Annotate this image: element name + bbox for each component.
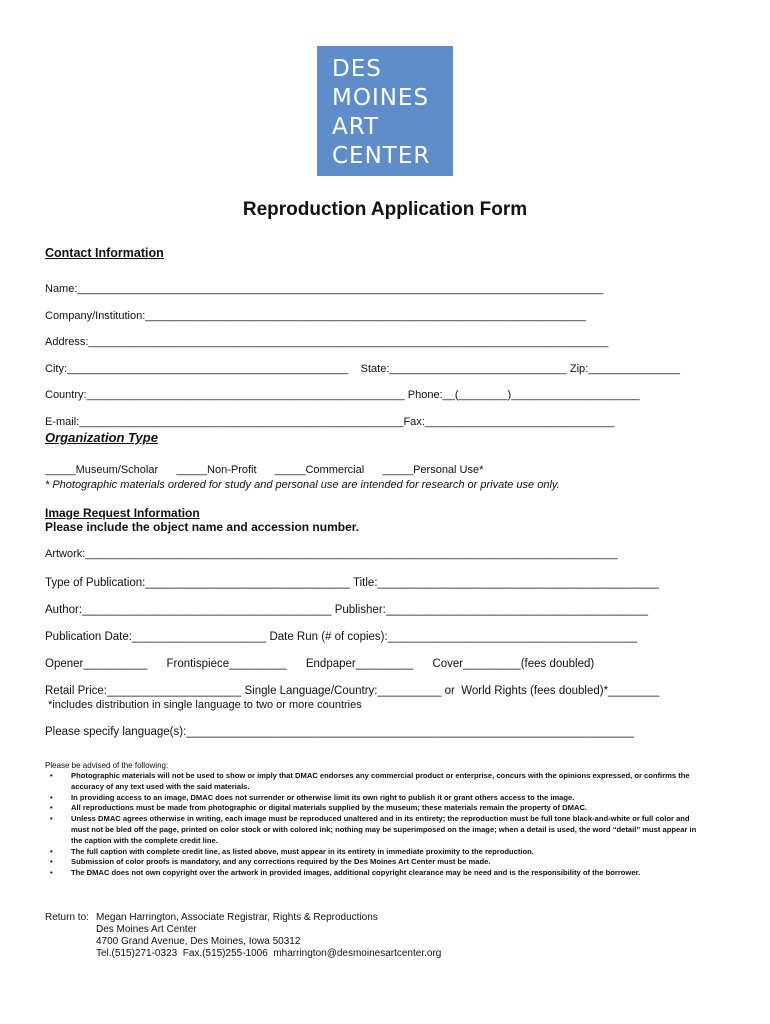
return-contact-name: Megan Harrington, Associate Registrar, Rights & Reproductions xyxy=(96,912,378,923)
list-item xyxy=(45,793,705,804)
bullet-icon: • xyxy=(50,814,53,824)
return-organization: Des Moines Art Center xyxy=(96,924,197,935)
author-publisher-field[interactable]: Author:_______________________________________ Publisher:_________________________________________ xyxy=(45,604,649,616)
artwork-field[interactable]: Artwork:_______________________________________________________________________________________ xyxy=(45,548,618,560)
bullet-icon: • xyxy=(50,771,53,780)
languages-field[interactable]: Please specify language(s):______________________________________________________________________ xyxy=(45,726,634,738)
bullet-text: Submission of color proofs is mandatory, and any corrections required by the Des Moines Art Center must be made. xyxy=(71,857,491,867)
country-phone-field[interactable]: Country:____________________________________________________ Phone:__(________)_____________________ xyxy=(45,389,640,401)
list-item xyxy=(45,814,705,846)
bullet-text: All reproductions must be made from photographic or digital materials supplied by the museum; these materials remain the property of DMAC. xyxy=(71,803,588,813)
return-address: 4700 Grand Avenue, Des Moines, Iowa 50312 xyxy=(96,936,301,947)
retail-price-field[interactable]: Retail Price:_____________________ Single Language/Country:__________ or World Rights (fees doubled)*________ xyxy=(45,685,660,697)
list-item xyxy=(45,868,705,879)
logo-line-2: MOINES xyxy=(332,85,430,111)
form-title: Reproduction Application Form xyxy=(242,199,528,220)
retail-note: *includes distribution in single language to two or more countries xyxy=(45,699,362,711)
placement-options[interactable]: Opener__________ Frontispiece_________ Endpaper_________ Cover_________(fees doubled) xyxy=(45,658,595,670)
bullet-icon: • xyxy=(50,868,53,878)
logo-line-1: DES xyxy=(332,56,382,82)
bullet-text: Photographic materials will not be used to show or imply that DMAC endorses any commercial product or enterprise, concurs with the opinions expressed, or confirms the accuracy of any text used with the said materials. xyxy=(71,771,690,791)
des-moines-art-center-logo xyxy=(317,46,453,176)
list-item xyxy=(45,803,705,814)
bullet-text: The DMAC does not own copyright over the artwork in provided images, additional copyright clearance may be need and is the responsibility of the borrower. xyxy=(71,868,641,878)
publication-title-field[interactable]: Type of Publication:________________________________ Title:____________________________________________ xyxy=(45,577,659,589)
bullet-text: The full caption with complete credit line, as listed above, must appear in its entirety in immediate proximity to the reproduction. xyxy=(71,846,534,856)
address-field[interactable]: Address:_____________________________________________________________________________________ xyxy=(45,336,609,348)
contact-heading: Contact Information xyxy=(45,246,164,260)
email-fax-field[interactable]: E-mail:_____________________________________________________Fax:_______________________________ xyxy=(45,416,615,428)
list-item xyxy=(45,857,705,868)
logo-line-3: ART xyxy=(332,114,380,140)
bullet-icon: • xyxy=(50,857,53,867)
bullet-icon: • xyxy=(50,792,53,802)
image-request-subheading: Please include the object name and accession number. xyxy=(45,520,360,534)
list-item xyxy=(45,847,705,858)
return-phone-email: Tel.(515)271-0323 Fax.(515)255-1006 mharrington@desmoinesartcenter.org xyxy=(96,948,442,959)
image-request-heading: Image Request Information xyxy=(45,506,200,520)
bullet-icon: • xyxy=(50,803,53,813)
organization-type-options[interactable]: _____Museum/Scholar _____Non-Profit _____Commercial _____Personal Use* xyxy=(45,464,484,476)
logo-line-4: CENTER xyxy=(332,143,431,169)
company-field[interactable]: Company/Institution:________________________________________________________________________ xyxy=(45,310,586,322)
return-label: Return to: xyxy=(45,912,89,923)
bullet-text: Unless DMAC agrees otherwise in writing, each image must be reproduced unaltered and in its entirety; the reproduction must be full tone black-and-white or full color and must not be bled off the page, printed on color stock or with colored ink; nothing may be superimposed on the image; when a detail is used, the word “detail” must appear in the caption with the complete credit line. xyxy=(71,814,697,845)
list-item xyxy=(45,771,705,793)
name-field[interactable]: Name:______________________________________________________________________________________ xyxy=(45,283,604,295)
bullet-text: In providing access to an image, DMAC does not surrender or otherwise limit its own right to publish it or grant others access to the image. xyxy=(71,792,575,802)
city-state-zip-field[interactable]: City:______________________________________________ State:_____________________________ Zip:_______________ xyxy=(45,363,680,375)
bullet-icon: • xyxy=(50,846,53,856)
organization-heading: Organization Type xyxy=(45,430,158,445)
organization-note: * Photographic materials ordered for study and personal use are intended for research or private use only. xyxy=(45,479,560,491)
publication-date-field[interactable]: Publication Date:_____________________ Date Run (# of copies):_______________________________________ xyxy=(45,631,638,643)
terms-list xyxy=(45,771,705,879)
advised-heading: Please be advised of the following: xyxy=(45,761,169,770)
